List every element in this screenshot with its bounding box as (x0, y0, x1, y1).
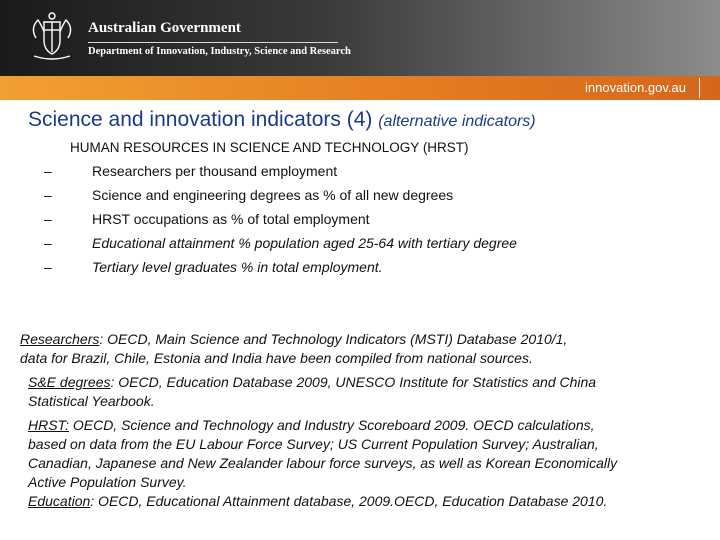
bullet-marker: – (44, 163, 52, 179)
list-item (44, 163, 517, 187)
source-se-degrees (20, 373, 710, 411)
coat-of-arms-icon (22, 8, 82, 68)
list-item-text: Educational attainment % population aged 25-64 with tertiary degree (92, 235, 517, 251)
bullet-marker: – (44, 187, 52, 203)
slide-title-suffix: (alternative indicators) (378, 113, 536, 130)
list-item (44, 235, 517, 259)
source-researchers (20, 330, 710, 368)
department-name: Department of Innovation, Industry, Science and Research (88, 46, 351, 57)
source-text: : OECD, Education Database 2009, UNESCO Institute for Statistics and China (110, 374, 597, 390)
sources-section (20, 330, 710, 516)
source-text: Canadian, Japanese and New Zealander labour force surveys, as well as Korean Economically (28, 455, 618, 471)
list-item (44, 211, 517, 235)
source-label: S&E degrees (28, 374, 111, 390)
list-item-text: Researchers per thousand employment (92, 163, 338, 179)
bullet-marker: – (44, 259, 52, 275)
website-divider (699, 78, 700, 98)
indicator-list (44, 163, 517, 283)
list-item-text: HRST occupations as % of total employment (92, 211, 370, 227)
bullet-marker: – (44, 235, 52, 251)
list-item (44, 187, 517, 211)
source-label: HRST: (28, 417, 69, 433)
government-banner (0, 0, 720, 76)
source-text: : OECD, Educational Attainment database, 2009.OECD, Education Database 2010. (90, 493, 608, 509)
website-link[interactable]: innovation.gov.au (585, 80, 686, 95)
source-education (20, 492, 710, 511)
slide-title (28, 108, 708, 132)
bullet-marker: – (44, 211, 52, 227)
source-text: based on data from the EU Labour Force Survey; US Current Population Survey; Australian, (28, 436, 599, 452)
section-heading: HUMAN RESOURCES IN SCIENCE AND TECHNOLOGY (HRST) (70, 140, 469, 155)
org-name: Australian Government (88, 20, 241, 36)
source-text: Statistical Yearbook. (28, 393, 155, 409)
list-item-text: Tertiary level graduates % in total employment. (92, 259, 383, 275)
source-text: Active Population Survey. (28, 474, 187, 490)
source-text: data for Brazil, Chile, Estonia and India have been compiled from national sources. (20, 350, 533, 366)
source-hrst (20, 416, 710, 492)
list-item-text: Science and engineering degrees as % of all new degrees (92, 187, 454, 203)
source-text: OECD, Science and Technology and Industry Scoreboard 2009. OECD calculations, (68, 417, 595, 433)
header-divider (88, 42, 338, 43)
source-label: Researchers (20, 331, 100, 347)
slide-title-main: Science and innovation indicators (4) (28, 108, 373, 131)
list-item (44, 259, 517, 283)
source-text: : OECD, Main Science and Technology Indicators (MSTI) Database 2010/1, (99, 331, 568, 347)
source-label: Education (28, 493, 91, 509)
